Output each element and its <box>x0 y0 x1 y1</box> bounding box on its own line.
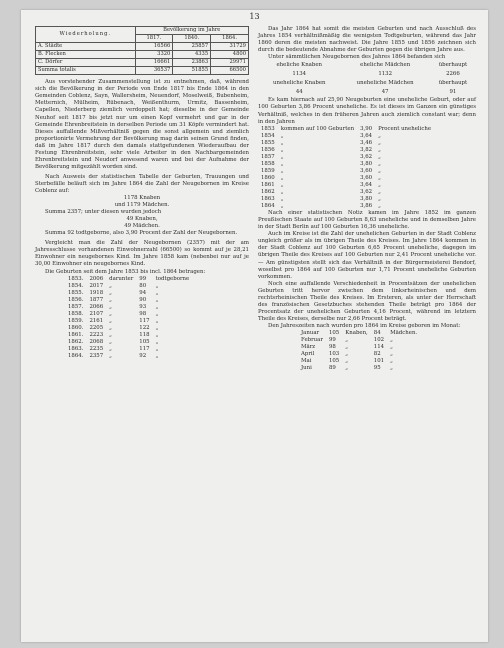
table-cell: 118 <box>139 331 150 338</box>
table-cell: Januar <box>301 329 320 336</box>
table-row <box>65 304 192 311</box>
table-cell: „ <box>155 310 159 317</box>
table-cell: „ <box>390 358 393 365</box>
table-cell: „ <box>155 303 159 310</box>
paragraph: Nach Ausweis der statistischen Tabelle der Geburten, Trauungen und Sterbefälle beläuft sich im Jahre 1864 die Zahl der Neugebornen im Kreise Coblenz auf: <box>35 173 249 194</box>
table-cell: 99 <box>139 275 147 282</box>
table-cell: 105 <box>328 329 340 336</box>
table-cell: 1877 <box>89 296 104 303</box>
table-cell: „ <box>155 331 159 338</box>
row-label: A. Städte <box>36 43 136 51</box>
table-cell: „ <box>280 181 284 188</box>
paragraph: Vergleicht man die Zahl der Neugebornen (2357) mit der am Jahresschlusse vorhandenen Einwohnerzahl (66500) so kommt auf je 28,21 Einwohner ein neugebornes Kind. Im Jahre 1858 kam (nebenbei nur auf je 30,00 Einwohner ein neugebornes Kind. <box>35 240 249 268</box>
year-header: 1840. <box>173 35 211 43</box>
table-cell: „ <box>280 196 284 203</box>
table-cell: 105 <box>139 338 150 345</box>
table-cell: 1864 <box>261 203 275 210</box>
table-cell: „ <box>155 338 159 345</box>
table-cell: 99 <box>328 337 336 344</box>
table-cell: April <box>301 351 315 358</box>
month-table <box>298 330 420 372</box>
births-table <box>65 276 192 361</box>
table-cell: 3,90 <box>360 125 373 132</box>
table-cell: 94 <box>139 289 147 296</box>
row-value: 66500 <box>211 67 249 75</box>
table-cell: „ <box>155 289 159 296</box>
table-head-left: Wiederholung. <box>36 27 136 43</box>
table-cell: 3,60 <box>360 174 373 181</box>
table-row <box>298 344 420 351</box>
table-cell: „ <box>109 324 112 331</box>
table-cell: „ <box>109 353 112 360</box>
table-cell: 2066 <box>89 303 104 310</box>
table-cell: 1861 <box>261 181 275 188</box>
year-header: 1817. <box>135 35 173 43</box>
table-row <box>298 337 420 344</box>
table-row <box>258 189 434 196</box>
population-table <box>35 26 249 75</box>
table-cell: „ <box>280 146 284 153</box>
table-cell: 1855 <box>261 139 275 146</box>
table-cell: 2357 <box>89 353 104 360</box>
row-value: 23863 <box>173 59 211 67</box>
table-row <box>258 168 434 175</box>
cell: überhaupt <box>438 80 468 87</box>
table-row <box>258 203 434 210</box>
table-cell: 1859. <box>68 317 84 324</box>
table-cell: Juni <box>301 365 312 372</box>
table-cell: Knaben, <box>345 329 368 336</box>
table-cell: „ <box>378 196 381 203</box>
page-number: 13 <box>249 12 260 21</box>
table-cell: Procent uneheliche <box>378 125 432 132</box>
table-row <box>65 297 192 304</box>
table-row <box>298 330 420 337</box>
table-cell: „ <box>280 160 284 167</box>
table-cell: „ <box>378 181 381 188</box>
table-cell: 117 <box>139 346 150 353</box>
cell: 91 <box>449 89 457 96</box>
table-cell: 1862 <box>261 189 275 196</box>
legitimate-births <box>258 61 476 97</box>
year-header: 1864. <box>211 35 249 43</box>
table-cell: 117 <box>139 317 150 324</box>
table-cell: 1854 <box>261 132 275 139</box>
cell: 44 <box>295 89 303 96</box>
table-cell: „ <box>345 351 349 358</box>
table-row <box>65 325 192 332</box>
table-cell: „ <box>155 346 159 353</box>
table-cell: 2205 <box>89 324 104 331</box>
table-cell: 1861. <box>68 331 84 338</box>
table-cell: „ <box>378 189 381 196</box>
table-cell: „ <box>280 203 284 210</box>
table-cell: „ <box>155 296 159 303</box>
table-cell: 103 <box>328 351 340 358</box>
table-cell: „ <box>280 174 284 181</box>
table-cell: „ <box>109 296 112 303</box>
table-cell: 1864. <box>68 353 84 360</box>
row-value: 4335 <box>173 51 211 59</box>
table-cell: 2068 <box>89 338 104 345</box>
table-row <box>298 351 420 358</box>
table-cell: 1863. <box>68 346 84 353</box>
table-cell: 3,46 <box>360 139 373 146</box>
table-cell: „ <box>155 353 159 360</box>
cell: 1132 <box>378 71 393 78</box>
row-value: 16566 <box>135 43 173 51</box>
table-cell: 80 <box>139 282 147 289</box>
cell: eheliche Mädchen <box>360 62 411 69</box>
table-cell: „ <box>280 132 284 139</box>
table-cell: „ <box>109 310 112 317</box>
right-column <box>258 26 476 372</box>
table-row <box>258 175 434 182</box>
table-cell: 1856. <box>68 296 84 303</box>
table-row <box>298 358 420 365</box>
table-cell: „ <box>109 346 112 353</box>
table-cell: „ <box>378 146 381 153</box>
table-cell: 1853 <box>261 125 275 132</box>
paragraph: Summa 92 todtgeborne, also 3,90 Procent der Zahl der Neugebornen. <box>45 230 238 237</box>
table-cell: „ <box>155 282 159 289</box>
table-cell: „ <box>378 203 381 210</box>
row-label: B. Flecken <box>36 51 136 59</box>
row-label: C. Dörfer <box>36 59 136 67</box>
cell: 1134 <box>292 71 307 78</box>
table-cell: März <box>301 344 316 351</box>
table-cell: 1858 <box>261 160 275 167</box>
table-cell: 98 <box>139 310 147 317</box>
table-cell: 1862. <box>68 338 84 345</box>
table-head-group: Bevölkerung im Jahre <box>135 27 248 35</box>
table-cell: „ <box>155 317 159 324</box>
paragraph: Nach einer statistischen Notiz kamen im Jahre 1852 im ganzen Preußischen Staate auf 100 Geburten 8,63 uneheliche und in demselben Jahre in der Stadt Berlin auf 100 Geburten 16,36 uneheliche. <box>258 210 476 231</box>
table-row <box>36 43 249 51</box>
table-cell: 1860. <box>68 324 84 331</box>
table-row <box>65 276 192 283</box>
table-cell: 3,62 <box>360 189 373 196</box>
table-cell: 3,80 <box>360 196 373 203</box>
table-cell: 2107 <box>89 310 104 317</box>
table-cell: 1857 <box>261 153 275 160</box>
table-cell: 2161 <box>89 317 104 324</box>
table-cell: darunter <box>109 275 134 282</box>
table-cell: 98 <box>328 344 336 351</box>
table-row <box>258 126 434 133</box>
table-cell: „ <box>378 167 381 174</box>
paragraph: Die Geburten seit dem Jahre 1853 bis incl. 1864 betragen: <box>45 268 206 275</box>
table-cell: 3,60 <box>360 167 373 174</box>
table-cell: 1858. <box>68 310 84 317</box>
paragraph: Unter sämmtlichen Neugebornen des Jahres 1864 befanden sich <box>268 54 446 61</box>
table-cell: 1860 <box>261 174 275 181</box>
table-cell: „ <box>280 153 284 160</box>
summa-line: Summa 2357; unter diesen wurden jedoch <box>45 209 162 216</box>
row-value: 29971 <box>211 59 249 67</box>
table-cell: „ <box>109 303 112 310</box>
table-cell: 3,62 <box>360 153 373 160</box>
cell: überhaupt <box>438 62 468 69</box>
table-row <box>65 332 192 339</box>
row-value: 36537 <box>135 67 173 75</box>
table-row <box>65 353 192 360</box>
table-cell: 84 <box>373 329 381 336</box>
table-row <box>258 196 434 203</box>
cell: 47 <box>381 89 389 96</box>
table-cell: „ <box>109 331 112 338</box>
row-label: Summa totalis <box>36 67 136 75</box>
paragraph: Aus vorstehender Zusammenstellung ist zu entnehmen, daß, während sich die Bevölkerung in der Periode von Ende 1817 bis Ende 1864 in den Gemeinden Coblenz, Sayn, Wallersheim, Neuendorf, Moselweiß, Bubenheim, Metternich, Mülheim, Rübenach, Weißenthurm, Urmitz, Bassenheim, Capellen, Niederberg ziemlich verdoppelt hat; dieselbe in der Gemeinde Neuhof seit 1817 bis jetzt nur um einen Kopf vermehrt und gar in der Gemeinde Ehrenbreitstein in derselben Periode um 31 Köpfe vermindert hat. Dieses auffallende Mißverhältniß gegen die sonst allgemein und ziemlich proportionirte Vermehrung der Bevölkerung mag darin seinen Grund finden, daß im Jahre 1817 durch den damals stattgefundenen Wiederaufbau der Festung Ehrenbreitstein, sehr viele Arbeiter in den Nachbargemeinden Ehrenbreitstein und Neudorf anwesend waren und bei der Aufnahme der Bevölkerung mitgezählt worden sind. <box>35 79 249 170</box>
left-column <box>35 26 249 360</box>
table-cell: 95 <box>373 365 381 372</box>
table-row <box>36 59 249 67</box>
table-row <box>65 283 192 290</box>
table-cell: „ <box>390 344 393 351</box>
table-cell: „ <box>345 358 349 365</box>
table-cell: 1853. <box>68 275 84 282</box>
table-cell: „ <box>109 317 112 324</box>
table-cell: Februar <box>301 337 323 344</box>
twins-line: 49 Mädchen. <box>124 223 160 230</box>
paragraph: Noch eine auffallende Verschiedenheit in Procentsätzen der unehelichen Geburten tritt hervor zwischen dem linksrheinischen und dem rechtsrheinischen Theile des Kreises. Im Ersteren, als unter der Herrschaft des französischen Gesetzbuches stehenden Theile beträgt pro 1864 der Procentsatz der unehelichen Geburten 4,16 Procent, während im letztern Theile des Kreises, derselbe nur 2,66 Procent beträgt. <box>258 280 476 322</box>
table-cell: „ <box>109 282 112 289</box>
table-cell: 2006 <box>89 275 104 282</box>
table-cell: 3,82 <box>360 146 373 153</box>
table-cell: „ <box>378 139 381 146</box>
table-cell: 89 <box>328 365 336 372</box>
table-cell: 1859 <box>261 167 275 174</box>
table-cell: „ <box>378 153 381 160</box>
births-line: und 1179 Mädchen. <box>114 202 170 209</box>
table-cell: „ <box>345 344 349 351</box>
births-line: 1178 Knaben <box>123 195 161 202</box>
table-cell: 3,64 <box>360 181 373 188</box>
table-cell: 102 <box>373 337 385 344</box>
table-row <box>36 67 249 75</box>
table-row <box>65 339 192 346</box>
table-row <box>65 290 192 297</box>
table-row <box>65 311 192 318</box>
cell: uneheliche Mädchen <box>356 80 414 87</box>
document-page <box>21 10 488 642</box>
table-cell: „ <box>109 289 112 296</box>
table-row <box>258 147 434 154</box>
table-cell: 1855. <box>68 289 84 296</box>
table-cell: 90 <box>139 296 147 303</box>
illegitimate-table <box>258 126 434 211</box>
table-cell: 93 <box>139 303 147 310</box>
table-cell: 105 <box>328 358 340 365</box>
table-cell: 2223 <box>89 331 104 338</box>
table-row <box>36 51 249 59</box>
row-value: 51855 <box>173 67 211 75</box>
row-value: 31729 <box>211 43 249 51</box>
table-cell: 3,86 <box>360 203 373 210</box>
table-row <box>258 154 434 161</box>
twins-line: 49 Knaben, <box>126 216 158 223</box>
table-cell: 1856 <box>261 146 275 153</box>
table-cell: kommen auf 100 Geburten <box>280 125 355 132</box>
table-cell: „ <box>378 132 381 139</box>
table-cell: „ <box>378 160 381 167</box>
table-cell: Mai <box>301 358 312 365</box>
cell: uneheliche Knaben <box>273 80 326 87</box>
table-cell: „ <box>155 324 159 331</box>
table-cell: 1918 <box>89 289 104 296</box>
table-cell: „ <box>280 139 284 146</box>
table-cell: 82 <box>373 351 381 358</box>
table-cell: 1854. <box>68 282 84 289</box>
cell: eheliche Knaben <box>276 62 323 69</box>
table-cell: „ <box>109 338 112 345</box>
cell: 2266 <box>446 71 460 78</box>
table-cell: „ <box>345 365 349 372</box>
row-value: 16661 <box>135 59 173 67</box>
table-row <box>258 133 434 140</box>
table-cell: 92 <box>139 353 147 360</box>
table-cell: 114 <box>373 344 385 351</box>
table-row <box>258 161 434 168</box>
table-row <box>258 140 434 147</box>
table-cell: „ <box>390 351 393 358</box>
table-cell: „ <box>280 167 284 174</box>
row-value: 3320 <box>135 51 173 59</box>
table-row <box>65 346 192 353</box>
table-cell: 101 <box>373 358 385 365</box>
table-cell: 2017 <box>89 282 104 289</box>
row-value: 25857 <box>173 43 211 51</box>
table-cell: „ <box>390 337 393 344</box>
paragraph: Den Jahreszeiten nach wurden pro 1864 im Kreise geboren im Monat: <box>268 322 461 329</box>
table-cell: 3,64 <box>360 132 373 139</box>
table-cell: 1857. <box>68 303 84 310</box>
table-row <box>258 182 434 189</box>
paragraph: Es kam hiernach auf 25,90 Neugeburten eine uneheliche Geburt, oder auf 100 Geburten 3,86 Procent uneheliche. Es ist dieses im Ganzen ein günstiges Verhältniß, welches in den früheren Jahren auch ziemlich constant war; denn in den Jahren <box>258 97 476 125</box>
table-cell: „ <box>378 174 381 181</box>
table-cell: Mädchen. <box>390 329 418 336</box>
table-cell: „ <box>390 365 393 372</box>
table-cell: 1863 <box>261 196 275 203</box>
row-value: 4800 <box>211 51 249 59</box>
table-cell: todtgeborne <box>155 275 190 282</box>
table-cell: 3,80 <box>360 160 373 167</box>
table-cell: „ <box>280 189 284 196</box>
table-cell: „ <box>345 337 349 344</box>
table-row <box>298 365 420 372</box>
paragraph: Das Jahr 1864 hat somit die meisten Geburten und nach Ausschluß des Jahres 1854 verhältnißmäßig die wenigsten Todtgeburten, während das Jahr 1860 deren die meisten nachweist. Die Jahre 1855 und 1856 zeichnen sich durch die bedeutende Abnahme der Geburten gegen die übrigen Jahre aus. <box>258 26 476 54</box>
table-row <box>65 318 192 325</box>
table-cell: 2235 <box>89 346 104 353</box>
table-cell: 122 <box>139 324 150 331</box>
paragraph: Auch im Kreise ist die Zahl der unehelichen Geburten in der Stadt Coblenz ungleich größer als im übrigen Theile des Kreises. Im Jahre 1864 kommen in der Stadt Coblenz auf 100 Geburten 6,65 Procent uneheliche, dagegen im übrigen Theile des Kreises auf 100 Geburten nur 2,41 Procent uneheliche vor. — Am günstigsten stellt sich das Verhältniß in der Bürgermeisterei Bendorf, woselbst pro 1864 auf 100 Geburten nur 1,71 Procent uneheliche Geburten vorkommen. <box>258 231 476 280</box>
